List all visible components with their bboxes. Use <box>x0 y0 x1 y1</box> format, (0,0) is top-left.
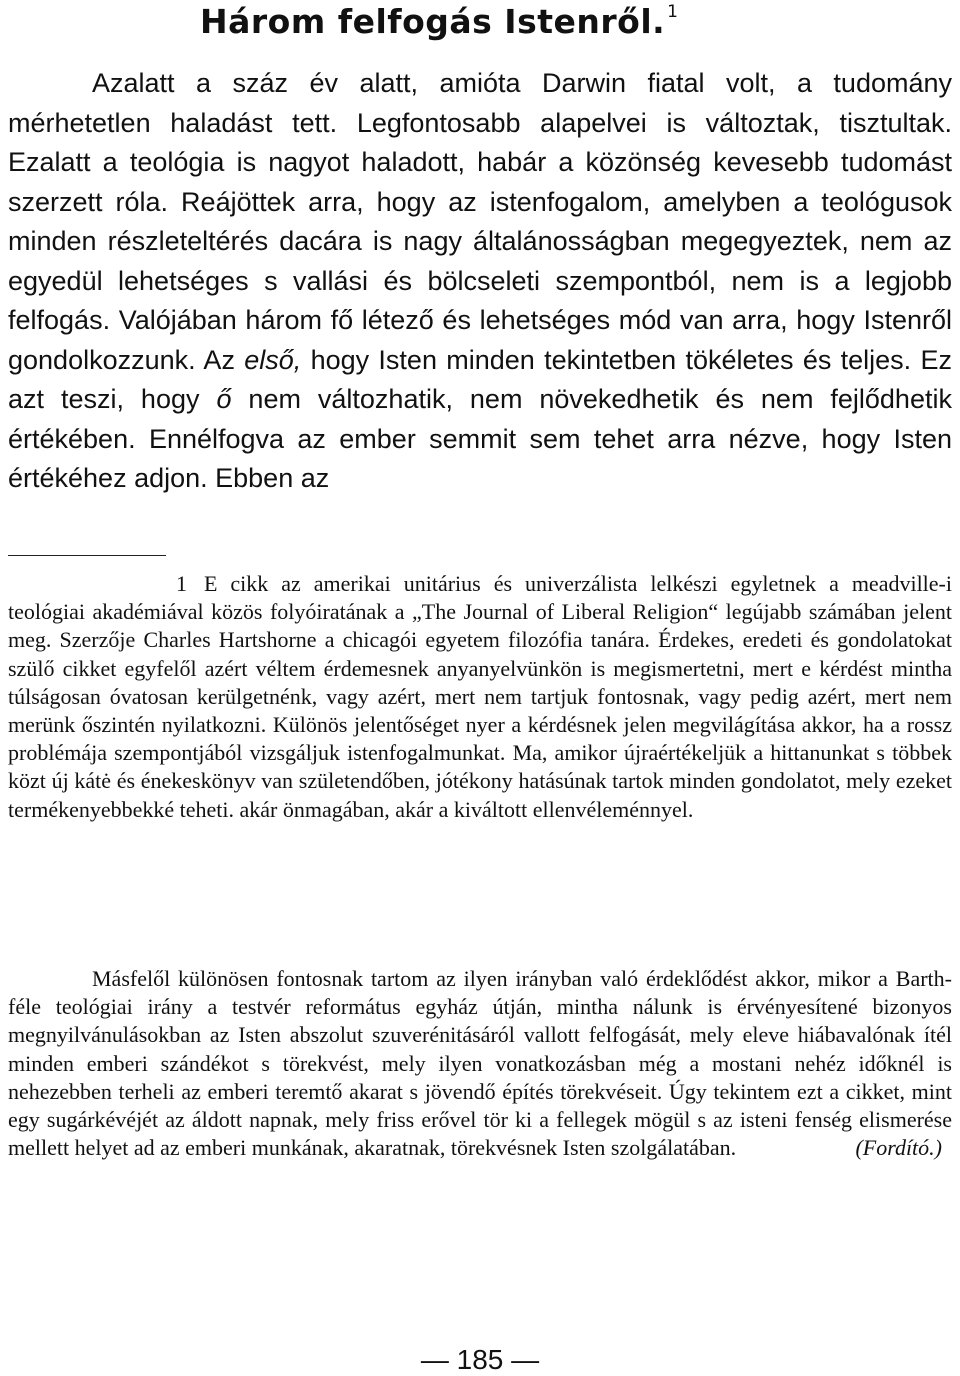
body-emphasis-first: első, <box>244 344 302 375</box>
body-text-part2: hogy Isten minden tekintetben tökéletes és teljes. Ez azt teszi, hogy <box>8 344 952 414</box>
footnote-paragraph-2 <box>8 965 952 1162</box>
translator-signature: (Fordító.) <box>855 1135 942 1161</box>
article-title <box>200 2 679 41</box>
title-text: Három felfogás Istenről. <box>200 2 666 41</box>
footnote-text-2: Másfelől különösen fontosnak tartom az ilyen irányban való érdeklődést akkor, mikor a Barth-féle teológiai irány a testvér református egyház útján, mintha nálunk is érvényesítené bizonyos megnyilvánulásokban az Isten abszolut szuverénitásáról vallott felfogását, mely eleve hiábavalónak ítél minden emberi szándékot s törekvést, mely ilyen vonatkozásban még a mostani nehéz időknél is nehezebben terheli az emberi teremtő akarat s jövendő építés törekvéseit. Úgy tekintem ezt a cikket, mint egy sugárkévéjét az áldott napnak, mely friss erővel tör ki a fellegek mögül s az isteni fenség elismerése mellett helyet ad az emberi munkának, akaratnak, törekvésnek Isten szolgálatában. <box>8 966 952 1161</box>
body-emphasis-he: ő <box>216 384 232 414</box>
body-paragraph <box>8 64 952 499</box>
footnote-number: 1 <box>176 571 187 596</box>
title-footnote-marker: 1 <box>667 2 679 22</box>
body-text-part3: nem változhatik, nem növekedhetik és nem fejlődhetik értékében. Ennélfogva az ember semmit sem tehet arra nézve, hogy Isten értékéhez adjon. Ebben az <box>8 384 952 493</box>
footnote-divider <box>8 555 166 556</box>
footnote-text: E cikk az amerikai unitárius és univerzálista lelkészi egyletnek a meadville-i teológiai akadémiával közös folyóiratának a „The Journal of Liberal Religion“ legújabb számában jelent meg. Szerzője Charles Hartshorne a chicagói egyetem filozófia tanára. Érdekes, eredeti és gondolatokat szülő cikket egyfelől azért véltem érdemesnek anyanyelvünkön is megismertetni, mert e kérdést mintha túlságosan óvatosan kerülgetnénk, vagy azért, mert nem tartjuk fontosnak, vagy pedig azért, mert nem merünk őszintén nyilatkozni. Különös jelentőséget nyer a kérdésnek jelen megvilágítása akkor, ha a rossz problémája szempontjából vizsgáljuk istenfogalmunkat. Ma, amikor újraértékeljük a hittanunkat s többek közt új kátė és énekeskönyv van születendőben, jótékony hatásúnak tartok minden gondolatot, mely ezeket termékenyebbekké teheti. akár önmagában, akár a kiváltott ellenvéleménnyel. <box>8 571 952 822</box>
footnote-paragraph-1 <box>8 570 952 824</box>
body-text-part1: Azalatt a száz év alatt, amióta Darwin fiatal volt, a tudomány mérhetetlen haladást tett. Legfontosabb alapelvei is változtak, tisztultak. Ezalatt a teológia is nagyot haladott, habár a közönség kevesebb tudomást szerzett róla. Reájöttek arra, hogy az istenfogalom, amelyben a teológusok minden részleteltérés dacára is nagy általánosságban megegyeztek, nem az egyedül lehetséges s vallási és bölcseleti szempontból, nem is a legjobb felfogás. Valójában három fő létező és lehetséges mód van arra, hogy Istenről gondolkozzunk. Az <box>8 68 952 375</box>
page-number: — 185 — <box>420 1344 540 1375</box>
